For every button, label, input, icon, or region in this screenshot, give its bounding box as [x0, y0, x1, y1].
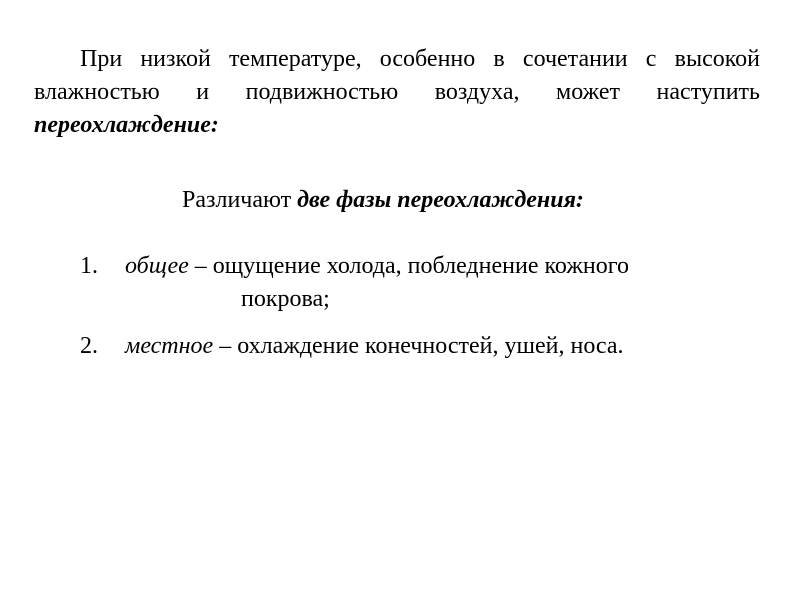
intro-paragraph	[34, 43, 760, 142]
list-item-general	[80, 250, 760, 316]
phase-term: общее	[125, 253, 189, 279]
phases-heading-text: Различают	[182, 187, 298, 213]
phase-term: местное	[125, 333, 214, 359]
list-item-text	[125, 330, 760, 363]
term-hypothermia: переохлаждение:	[34, 112, 219, 138]
phase-description-continued: покрова;	[241, 286, 330, 312]
list-item-text	[125, 250, 760, 316]
phases-heading-emphasis: две фазы переохлаждения:	[297, 187, 584, 213]
phases-heading	[182, 184, 584, 217]
intro-text: При низкой температуре, особенно в сочетании с высокой влажностью и подвижностью воздуха, может наступить	[34, 46, 760, 105]
phase-description: – охлаждение конечностей, ушей, носа.	[213, 333, 624, 359]
list-number: 2.	[80, 333, 98, 359]
list-item-local	[80, 330, 760, 363]
phase-description: – ощущение холода, побледнение кожного	[188, 253, 629, 279]
list-number: 1.	[80, 253, 98, 279]
